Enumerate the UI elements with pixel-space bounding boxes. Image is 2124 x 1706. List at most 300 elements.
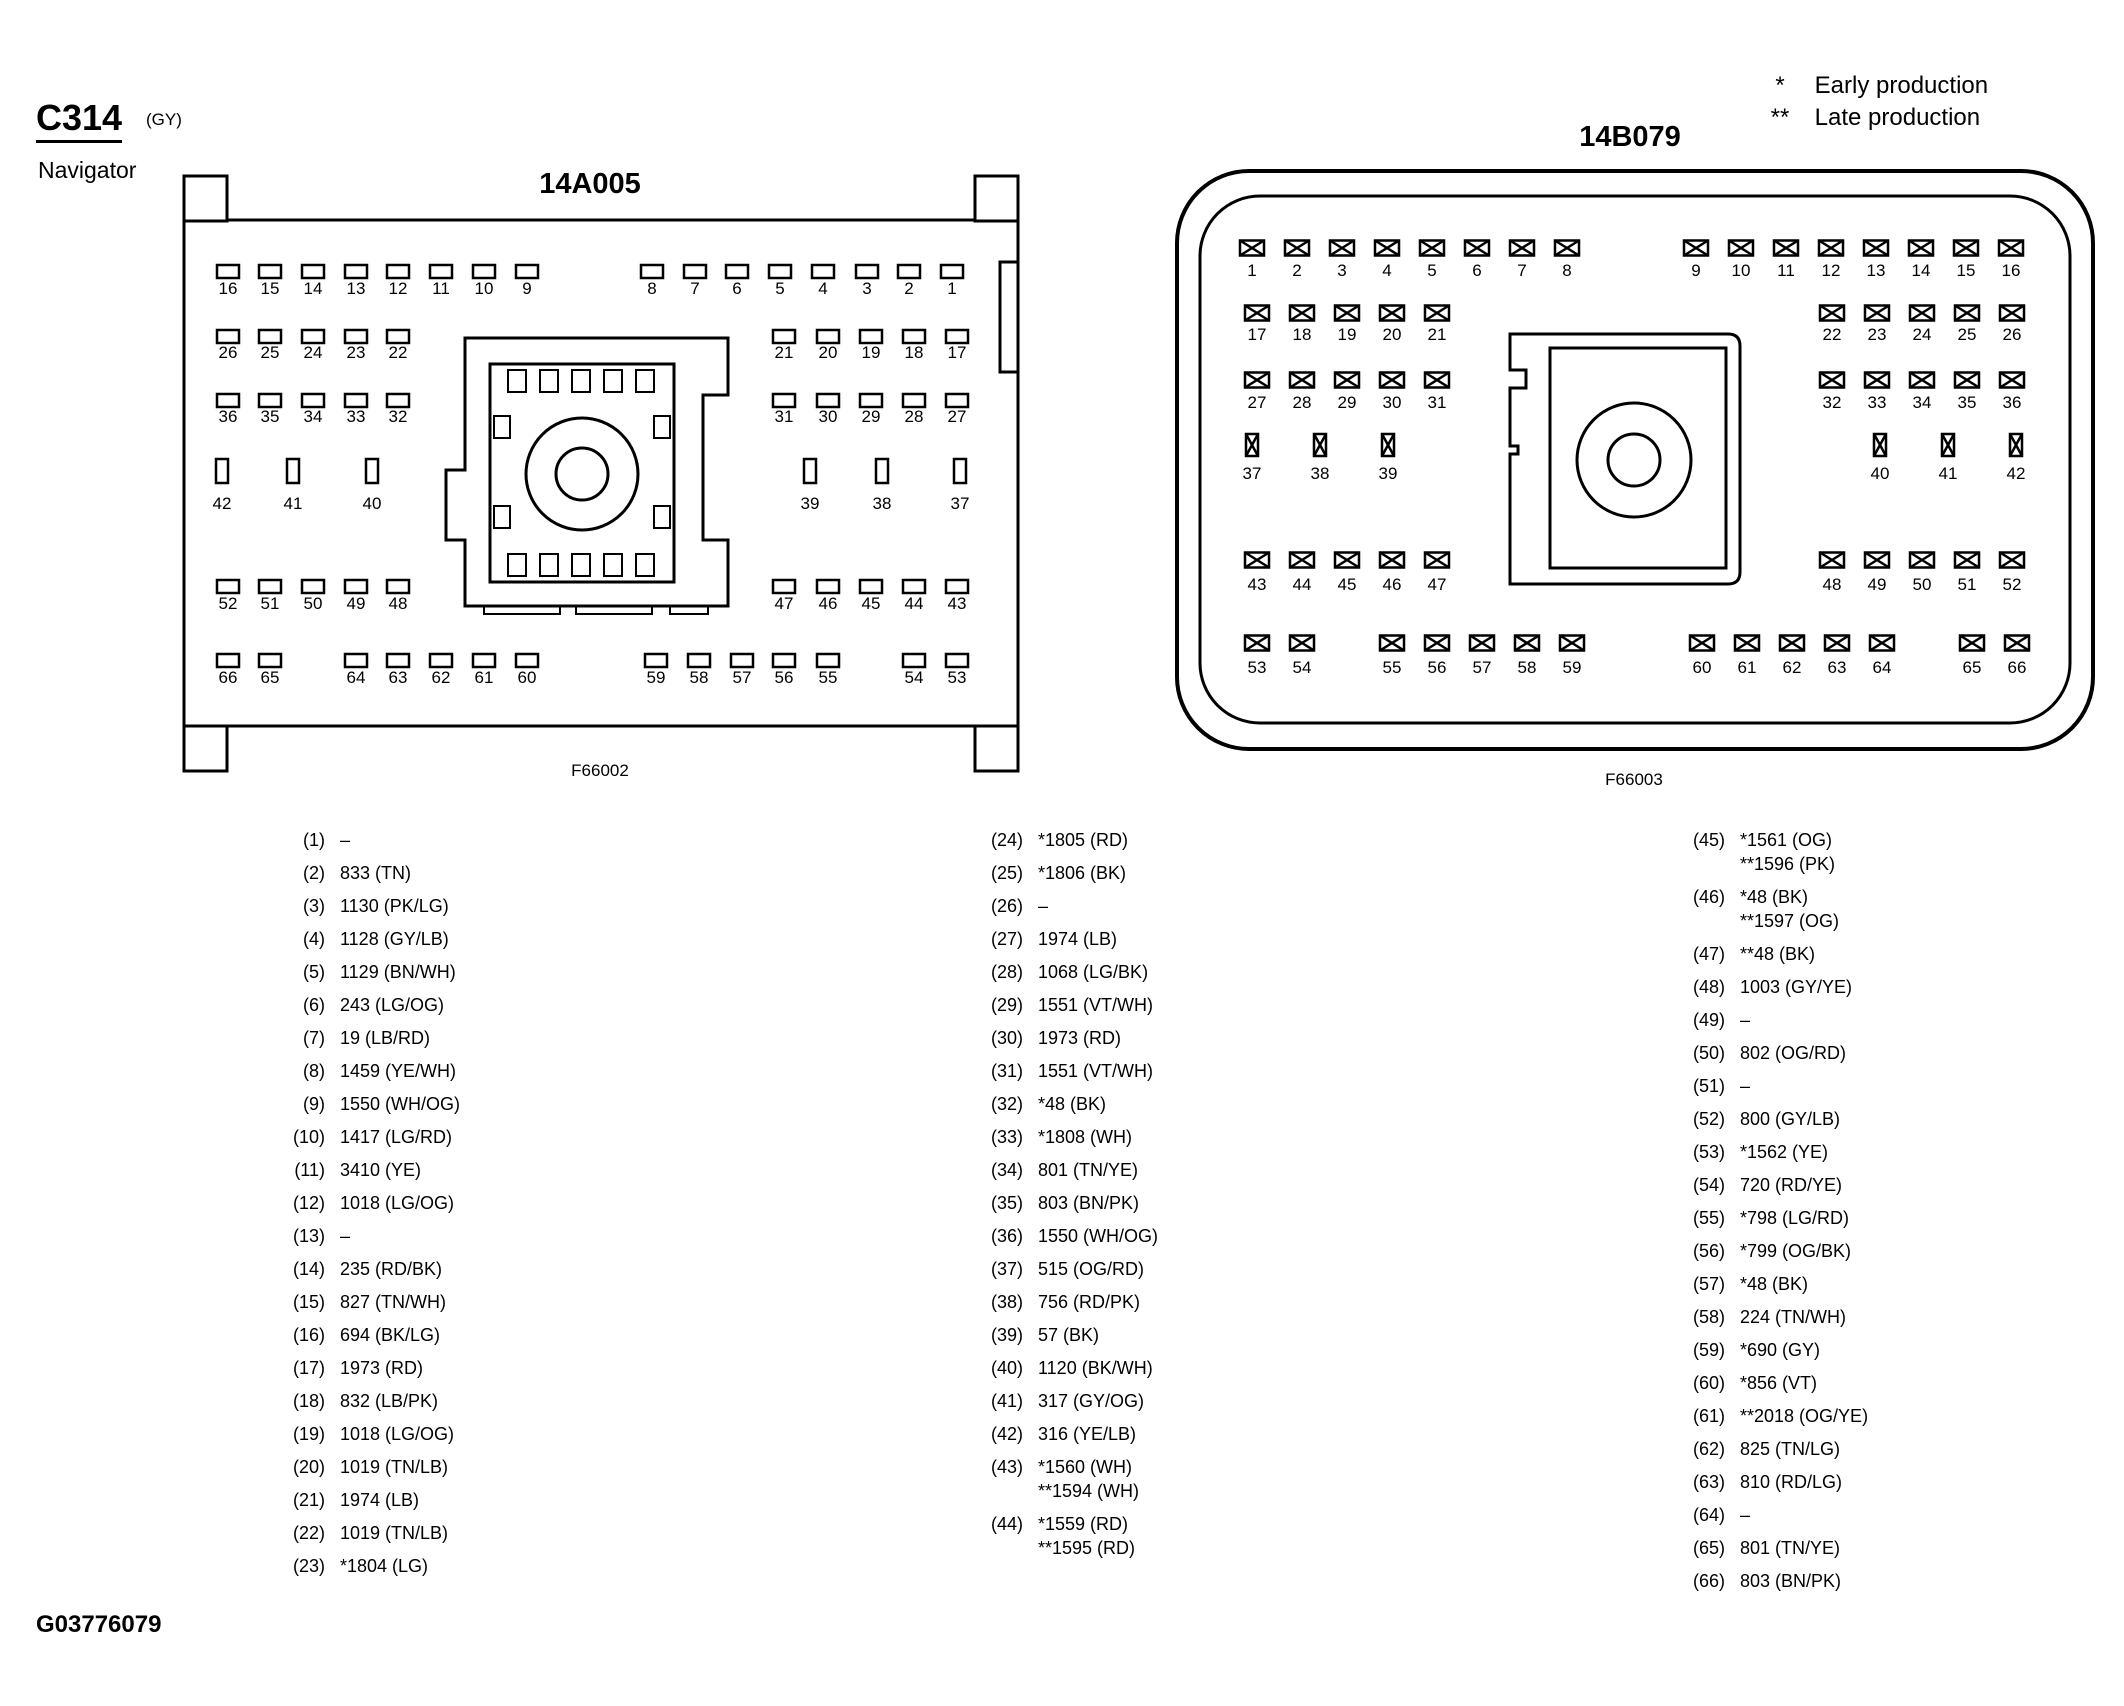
pin-label: 20 bbox=[1382, 325, 1402, 344]
circuit-label: 694 (BK/LG) bbox=[340, 1325, 441, 1345]
pin-number: (66) bbox=[1692, 1571, 1725, 1591]
pin-cavity bbox=[302, 394, 324, 407]
pin-number: (52) bbox=[1692, 1109, 1725, 1129]
pin-label: 57 bbox=[732, 668, 752, 687]
circuit-label: 801 (TN/YE) bbox=[1038, 1160, 1139, 1180]
pin-number: (11) bbox=[294, 1160, 325, 1180]
pin-cavity bbox=[345, 654, 367, 667]
pin-cavity bbox=[430, 265, 452, 278]
pin-label: 38 bbox=[872, 494, 892, 513]
circuit-label: 317 (GY/OG) bbox=[1038, 1391, 1145, 1411]
pin-label: 9 bbox=[522, 279, 532, 298]
pin-label: 48 bbox=[1822, 575, 1842, 594]
pin-cavity bbox=[1375, 241, 1399, 256]
pin-number: (12) bbox=[292, 1193, 325, 1213]
pin-cavity bbox=[387, 394, 409, 407]
pin-cavity bbox=[903, 330, 925, 343]
circuit-label: 1068 (LG/BK) bbox=[1038, 962, 1149, 982]
circuit-label: 801 (TN/YE) bbox=[1740, 1538, 1841, 1558]
pin-label: 54 bbox=[904, 668, 924, 687]
pin-cavity bbox=[217, 394, 239, 407]
pin-label: 9 bbox=[1691, 261, 1701, 280]
pin-number: (44) bbox=[990, 1514, 1023, 1534]
pin-label: 22 bbox=[1822, 325, 1842, 344]
circuit-label: 57 (BK) bbox=[1038, 1325, 1100, 1345]
pin-cavity bbox=[1515, 636, 1539, 651]
circuit-label: **1595 (RD) bbox=[1038, 1538, 1136, 1558]
pin-cavity bbox=[1290, 306, 1314, 321]
pin-label: 38 bbox=[1310, 464, 1330, 483]
pin-cavity bbox=[1870, 636, 1894, 651]
pin-cavity bbox=[1335, 373, 1359, 388]
part-number-14b079: 14B079 bbox=[1579, 121, 1681, 153]
circuit-label: 810 (RD/LG) bbox=[1740, 1472, 1843, 1492]
circuit-label: *1806 (BK) bbox=[1038, 863, 1127, 883]
pin-cavity bbox=[876, 459, 888, 483]
pin-number: (60) bbox=[1692, 1373, 1725, 1393]
pin-label: 2 bbox=[1292, 261, 1302, 280]
circuit-label: **1596 (PK) bbox=[1740, 854, 1836, 874]
pin-number: (23) bbox=[292, 1556, 325, 1576]
pin-cavity bbox=[860, 580, 882, 593]
circuit-label: *1562 (YE) bbox=[1740, 1142, 1829, 1162]
pin-number: (50) bbox=[1692, 1043, 1725, 1063]
pin-cavity bbox=[259, 265, 281, 278]
circuit-label: 832 (LB/PK) bbox=[340, 1391, 439, 1411]
circuit-label: *1559 (RD) bbox=[1038, 1514, 1129, 1534]
circuit-label: 1551 (VT/WH) bbox=[1038, 1061, 1154, 1081]
pin-label: 65 bbox=[260, 668, 280, 687]
pin-cavity bbox=[860, 330, 882, 343]
pin-cavity bbox=[1684, 241, 1708, 256]
pin-label: 44 bbox=[904, 594, 924, 613]
pin-label: 33 bbox=[346, 407, 366, 426]
circuit-label: 827 (TN/WH) bbox=[340, 1292, 447, 1312]
pin-cavity bbox=[1865, 306, 1889, 321]
pin-label: 52 bbox=[2002, 575, 2022, 594]
pin-label: 28 bbox=[1292, 393, 1312, 412]
circuit-label: **1597 (OG) bbox=[1740, 911, 1840, 931]
pin-label: 46 bbox=[1382, 575, 1402, 594]
pin-cavity bbox=[1865, 373, 1889, 388]
circuit-label: 224 (TN/WH) bbox=[1740, 1307, 1847, 1327]
legend-text: Late production bbox=[1814, 104, 1981, 131]
pin-label: 33 bbox=[1867, 393, 1887, 412]
pin-label: 60 bbox=[1692, 658, 1712, 677]
circuit-label: *690 (GY) bbox=[1740, 1340, 1821, 1360]
pin-label: 58 bbox=[1517, 658, 1537, 677]
pin-label: 4 bbox=[818, 279, 828, 298]
pin-label: 11 bbox=[1777, 261, 1795, 280]
pin-cavity bbox=[1955, 373, 1979, 388]
circuit-label: 1128 (GY/LB) bbox=[340, 929, 449, 949]
pin-number: (64) bbox=[1692, 1505, 1725, 1525]
pin-number: (6) bbox=[303, 995, 325, 1015]
circuit-label: 1003 (GY/YE) bbox=[1740, 977, 1853, 997]
circuit-label: 1130 (PK/LG) bbox=[340, 896, 449, 916]
circuit-label: 803 (BN/PK) bbox=[1038, 1193, 1140, 1213]
pin-cavity bbox=[1729, 241, 1753, 256]
pin-label: 48 bbox=[388, 594, 408, 613]
pin-number: (25) bbox=[990, 863, 1023, 883]
pin-cavity bbox=[1735, 636, 1759, 651]
pin-label: 34 bbox=[1912, 393, 1932, 412]
pin-number: (28) bbox=[990, 962, 1023, 982]
pin-label: 27 bbox=[1247, 393, 1267, 412]
pin-label: 2 bbox=[904, 279, 914, 298]
pin-label: 7 bbox=[1517, 261, 1527, 280]
pin-label: 15 bbox=[1956, 261, 1976, 280]
pin-cavity bbox=[302, 580, 324, 593]
pin-label: 56 bbox=[774, 668, 794, 687]
circuit-label: *1808 (WH) bbox=[1038, 1127, 1133, 1147]
pin-cavity bbox=[688, 654, 710, 667]
pin-label: 15 bbox=[260, 279, 280, 298]
pin-cavity bbox=[217, 265, 239, 278]
pin-label: 7 bbox=[690, 279, 700, 298]
figure-id-f66002: F66002 bbox=[571, 761, 629, 780]
pin-label: 14 bbox=[303, 279, 323, 298]
pin-cavity bbox=[773, 580, 795, 593]
pin-cavity bbox=[1820, 553, 1844, 568]
pin-cavity bbox=[217, 330, 239, 343]
pin-cavity bbox=[1820, 373, 1844, 388]
pin-cavity bbox=[946, 394, 968, 407]
pin-label: 32 bbox=[388, 407, 408, 426]
legend-symbol: * bbox=[1775, 72, 1785, 99]
pin-label: 39 bbox=[800, 494, 820, 513]
pin-number: (20) bbox=[292, 1457, 325, 1477]
circuit-label: 19 (LB/RD) bbox=[340, 1028, 431, 1048]
pin-label: 41 bbox=[1938, 464, 1958, 483]
circuit-label: 1018 (LG/OG) bbox=[340, 1193, 455, 1213]
pin-label: 53 bbox=[1247, 658, 1267, 677]
pin-label: 17 bbox=[1247, 325, 1267, 344]
pin-label: 26 bbox=[2002, 325, 2022, 344]
pin-label: 43 bbox=[947, 594, 967, 613]
pin-cavity bbox=[946, 330, 968, 343]
pin-label: 5 bbox=[1427, 261, 1437, 280]
pin-label: 56 bbox=[1427, 658, 1447, 677]
connector-id: C314 bbox=[36, 98, 122, 143]
pin-number: (48) bbox=[1692, 977, 1725, 997]
pin-cavity bbox=[345, 330, 367, 343]
circuit-label: – bbox=[1740, 1076, 1751, 1096]
pin-label: 12 bbox=[1821, 261, 1841, 280]
graphic-id: G03776079 bbox=[36, 1611, 162, 1638]
circuit-label: 756 (RD/PK) bbox=[1038, 1292, 1141, 1312]
pin-cavity bbox=[769, 265, 791, 278]
pin-label: 31 bbox=[774, 407, 794, 426]
pin-label: 31 bbox=[1427, 393, 1447, 412]
pin-number: (13) bbox=[292, 1226, 325, 1246]
pin-cavity bbox=[430, 654, 452, 667]
pin-label: 18 bbox=[904, 343, 924, 362]
pin-cavity bbox=[259, 580, 281, 593]
pin-cavity bbox=[817, 654, 839, 667]
connector-view-14b079 bbox=[1177, 171, 2093, 749]
pin-cavity bbox=[946, 654, 968, 667]
pin-cavity bbox=[302, 330, 324, 343]
pin-label: 26 bbox=[218, 343, 238, 362]
pin-label: 65 bbox=[1962, 658, 1982, 677]
pin-label: 12 bbox=[388, 279, 408, 298]
pin-cavity bbox=[217, 580, 239, 593]
circuit-label: 1129 (BN/WH) bbox=[340, 962, 456, 982]
pin-label: 61 bbox=[1737, 658, 1757, 677]
pin-cavity bbox=[516, 654, 538, 667]
pin-cavity bbox=[345, 394, 367, 407]
pin-cavity bbox=[812, 265, 834, 278]
circuit-label: 1973 (RD) bbox=[1038, 1028, 1122, 1048]
pin-label: 30 bbox=[1382, 393, 1402, 412]
pin-cavity bbox=[1330, 241, 1354, 256]
pin-number: (54) bbox=[1692, 1175, 1725, 1195]
circuit-label: 802 (OG/RD) bbox=[1740, 1043, 1847, 1063]
pin-label: 39 bbox=[1378, 464, 1398, 483]
pin-label: 61 bbox=[474, 668, 494, 687]
pin-cavity bbox=[1290, 373, 1314, 388]
pin-number: (62) bbox=[1692, 1439, 1725, 1459]
pin-number: (32) bbox=[990, 1094, 1023, 1114]
pin-cavity bbox=[1825, 636, 1849, 651]
pin-cavity bbox=[773, 330, 795, 343]
pin-grid-14b079 bbox=[1240, 241, 2029, 678]
figure-id-f66003: F66003 bbox=[1605, 770, 1663, 789]
pin-number: (37) bbox=[990, 1259, 1023, 1279]
pin-label: 44 bbox=[1292, 575, 1312, 594]
pin-cavity bbox=[387, 330, 409, 343]
pin-cavity bbox=[1864, 241, 1888, 256]
pin-cavity bbox=[860, 394, 882, 407]
pin-cavity bbox=[773, 654, 795, 667]
pin-cavity bbox=[1942, 434, 1954, 456]
circuit-label: – bbox=[340, 830, 351, 850]
circuit-label: **2018 (OG/YE) bbox=[1740, 1406, 1869, 1426]
pin-cavity bbox=[1335, 553, 1359, 568]
pin-number: (19) bbox=[292, 1424, 325, 1444]
pin-cavity bbox=[1380, 553, 1404, 568]
circuit-label: **48 (BK) bbox=[1740, 944, 1816, 964]
pin-number: (59) bbox=[1692, 1340, 1725, 1360]
pin-cavity bbox=[1246, 434, 1258, 456]
pin-cavity bbox=[1425, 373, 1449, 388]
circuit-label: *1804 (LG) bbox=[340, 1556, 429, 1576]
pin-label: 59 bbox=[646, 668, 666, 687]
pin-cavity bbox=[473, 265, 495, 278]
pin-cavity bbox=[1954, 241, 1978, 256]
pin-number: (57) bbox=[1692, 1274, 1725, 1294]
pin-number: (55) bbox=[1692, 1208, 1725, 1228]
pin-label: 19 bbox=[861, 343, 881, 362]
pin-label: 23 bbox=[346, 343, 366, 362]
pin-cavity bbox=[773, 394, 795, 407]
pin-cavity bbox=[1955, 306, 1979, 321]
pin-cavity bbox=[387, 580, 409, 593]
pin-cavity bbox=[1245, 306, 1269, 321]
pin-label: 16 bbox=[218, 279, 238, 298]
pin-number: (53) bbox=[1692, 1142, 1725, 1162]
pin-label: 63 bbox=[1827, 658, 1847, 677]
pin-number: (58) bbox=[1692, 1307, 1725, 1327]
circuit-label: 1974 (LB) bbox=[340, 1490, 420, 1510]
pin-label: 36 bbox=[2002, 393, 2022, 412]
pin-cavity bbox=[345, 265, 367, 278]
pin-cavity bbox=[726, 265, 748, 278]
pin-number: (38) bbox=[990, 1292, 1023, 1312]
circuit-label: 1974 (LB) bbox=[1038, 929, 1118, 949]
pin-label: 17 bbox=[947, 343, 967, 362]
pin-cavity bbox=[2000, 373, 2024, 388]
pin-label: 62 bbox=[431, 668, 451, 687]
pin-label: 49 bbox=[1867, 575, 1887, 594]
pin-number: (16) bbox=[292, 1325, 325, 1345]
pin-label: 21 bbox=[1427, 325, 1447, 344]
pin-label: 10 bbox=[474, 279, 494, 298]
pin-cavity bbox=[1240, 241, 1264, 256]
pin-cavity bbox=[1382, 434, 1394, 456]
circuit-label: 833 (TN) bbox=[340, 863, 412, 883]
pin-cavity bbox=[941, 265, 963, 278]
circuit-label: *48 (BK) bbox=[1740, 887, 1809, 907]
pin-cavity bbox=[1290, 553, 1314, 568]
pin-label: 24 bbox=[1912, 325, 1932, 344]
pin-label: 57 bbox=[1472, 658, 1492, 677]
pin-label: 1 bbox=[947, 279, 957, 298]
pin-label: 6 bbox=[1472, 261, 1482, 280]
pin-number: (24) bbox=[990, 830, 1023, 850]
pin-label: 42 bbox=[2006, 464, 2026, 483]
pin-cavity bbox=[2000, 306, 2024, 321]
pin-number: (10) bbox=[292, 1127, 325, 1147]
pin-number: (15) bbox=[292, 1292, 325, 1312]
circuit-label: *856 (VT) bbox=[1740, 1373, 1818, 1393]
circuit-label: 800 (GY/LB) bbox=[1740, 1109, 1841, 1129]
pin-label: 58 bbox=[689, 668, 709, 687]
pin-label: 25 bbox=[1957, 325, 1977, 344]
pin-label: 64 bbox=[346, 668, 366, 687]
pin-cavity bbox=[1470, 636, 1494, 651]
pin-cavity bbox=[817, 330, 839, 343]
pin-label: 55 bbox=[1382, 658, 1402, 677]
pin-cavity bbox=[259, 654, 281, 667]
pin-number: (46) bbox=[1692, 887, 1725, 907]
pin-cavity bbox=[1690, 636, 1714, 651]
pin-cavity bbox=[1910, 306, 1934, 321]
pin-label: 21 bbox=[774, 343, 794, 362]
circuit-label: 1019 (TN/LB) bbox=[340, 1457, 449, 1477]
pin-number: (34) bbox=[990, 1160, 1023, 1180]
pin-cavity bbox=[1820, 306, 1844, 321]
pin-cavity bbox=[366, 459, 378, 483]
pin-cavity bbox=[1420, 241, 1444, 256]
circuit-label: *48 (BK) bbox=[1740, 1274, 1809, 1294]
pin-label: 34 bbox=[303, 407, 323, 426]
pin-label: 52 bbox=[218, 594, 238, 613]
pin-number: (4) bbox=[303, 929, 325, 949]
pin-cavity bbox=[302, 265, 324, 278]
pin-label: 49 bbox=[346, 594, 366, 613]
circuit-label: 1417 (LG/RD) bbox=[340, 1127, 453, 1147]
circuit-label: 3410 (YE) bbox=[340, 1160, 422, 1180]
pin-cavity bbox=[2010, 434, 2022, 456]
circuit-label: *798 (LG/RD) bbox=[1740, 1208, 1850, 1228]
circuit-label: – bbox=[1740, 1505, 1751, 1525]
part-number-14a005: 14A005 bbox=[539, 168, 641, 200]
pin-cavity bbox=[259, 394, 281, 407]
pin-label: 37 bbox=[1242, 464, 1262, 483]
circuit-label: 720 (RD/YE) bbox=[1740, 1175, 1843, 1195]
pin-number: (36) bbox=[990, 1226, 1023, 1246]
pin-label: 35 bbox=[1957, 393, 1977, 412]
circuit-label: 1120 (BK/WH) bbox=[1038, 1358, 1153, 1378]
pin-number: (51) bbox=[1692, 1076, 1725, 1096]
pin-label: 54 bbox=[1292, 658, 1312, 677]
pin-cavity bbox=[1285, 241, 1309, 256]
pin-cavity bbox=[1560, 636, 1584, 651]
pin-number: (3) bbox=[303, 896, 325, 916]
pin-number: (26) bbox=[990, 896, 1023, 916]
pin-number: (1) bbox=[303, 830, 325, 850]
circuit-label: *1560 (WH) bbox=[1038, 1457, 1133, 1477]
pin-cavity bbox=[641, 265, 663, 278]
pin-cavity bbox=[217, 654, 239, 667]
pin-label: 14 bbox=[1911, 261, 1931, 280]
pin-label: 30 bbox=[818, 407, 838, 426]
pin-cavity bbox=[1425, 553, 1449, 568]
circuit-label: 1019 (TN/LB) bbox=[340, 1523, 449, 1543]
pin-cavity bbox=[1909, 241, 1933, 256]
pin-cavity bbox=[898, 265, 920, 278]
pin-label: 64 bbox=[1872, 658, 1892, 677]
pin-label: 16 bbox=[2001, 261, 2021, 280]
pin-cavity bbox=[1380, 636, 1404, 651]
pin-label: 37 bbox=[950, 494, 970, 513]
pin-cavity bbox=[1960, 636, 1984, 651]
pin-label: 11 bbox=[432, 279, 450, 298]
pin-label: 13 bbox=[1866, 261, 1886, 280]
circuit-label: 1459 (YE/WH) bbox=[340, 1061, 457, 1081]
pin-cavity bbox=[1245, 636, 1269, 651]
pin-label: 20 bbox=[818, 343, 838, 362]
pin-cavity bbox=[1780, 636, 1804, 651]
pin-number: (33) bbox=[990, 1127, 1023, 1147]
circuit-label: 235 (RD/BK) bbox=[340, 1259, 443, 1279]
pin-label: 23 bbox=[1867, 325, 1887, 344]
pin-label: 29 bbox=[861, 407, 881, 426]
pin-number: (22) bbox=[292, 1523, 325, 1543]
pin-number: (41) bbox=[990, 1391, 1023, 1411]
pin-label: 41 bbox=[283, 494, 303, 513]
pin-cavity bbox=[473, 654, 495, 667]
pin-cavity bbox=[903, 654, 925, 667]
circuit-label: 1973 (RD) bbox=[340, 1358, 424, 1378]
pin-label: 59 bbox=[1562, 658, 1582, 677]
vehicle-label: Navigator bbox=[38, 157, 137, 183]
circuit-label: – bbox=[1038, 896, 1049, 916]
pin-label: 40 bbox=[362, 494, 382, 513]
pin-label: 50 bbox=[303, 594, 323, 613]
pin-cavity bbox=[1999, 241, 2023, 256]
pin-number: (42) bbox=[990, 1424, 1023, 1444]
pin-cavity bbox=[1290, 636, 1314, 651]
pin-label: 46 bbox=[818, 594, 838, 613]
pin-cavity bbox=[1874, 434, 1886, 456]
pin-cavity bbox=[1819, 241, 1843, 256]
pin-cavity bbox=[684, 265, 706, 278]
pin-cavity bbox=[2000, 553, 2024, 568]
pin-cavity bbox=[817, 580, 839, 593]
